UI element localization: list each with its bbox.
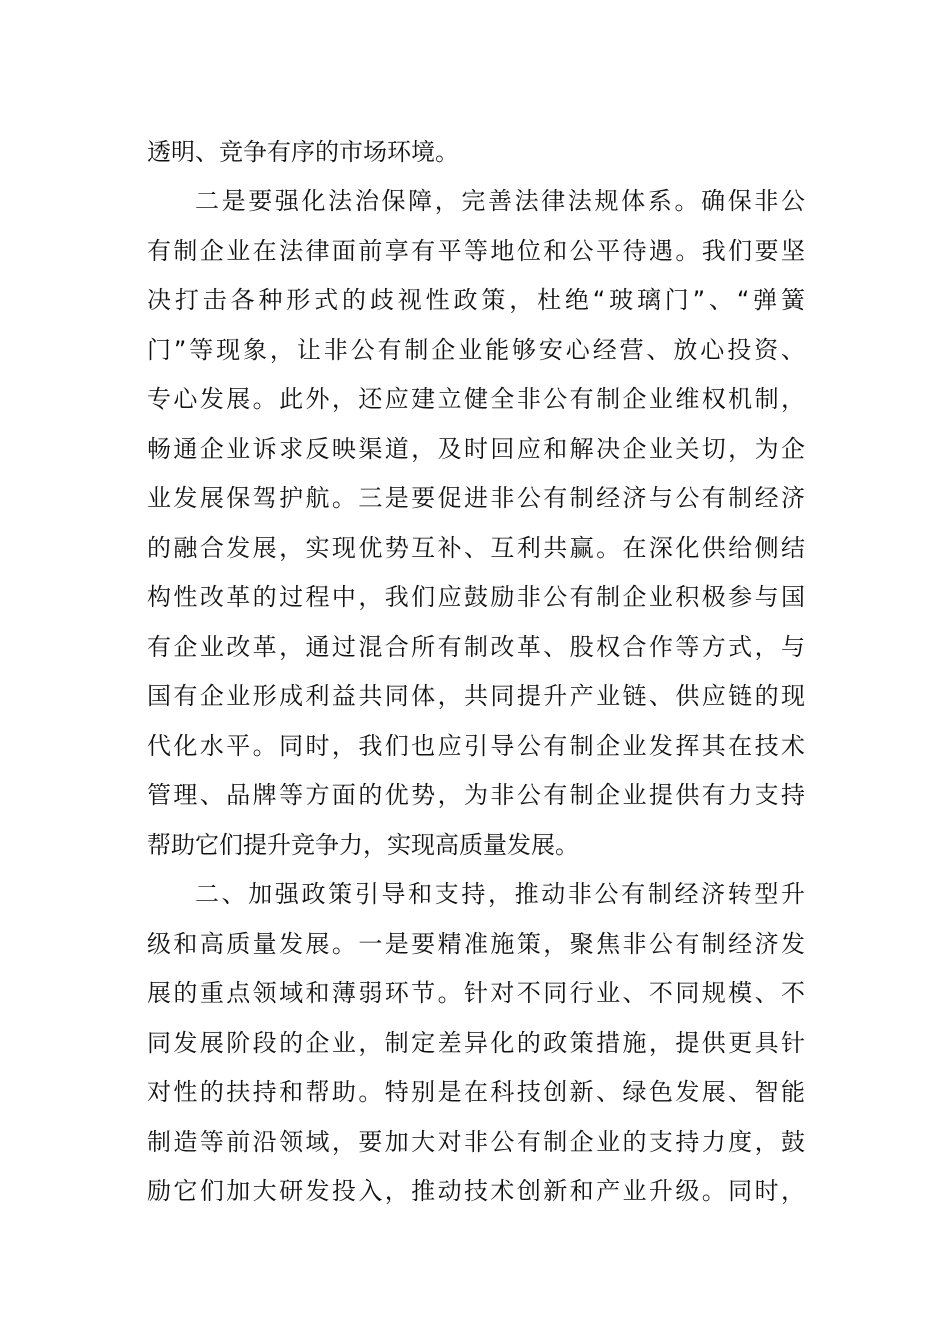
- text-line: 透明、竞争有序的市场环境。: [147, 138, 459, 166]
- text-line: 帮助它们提升竞争力，实现高质量发展。: [147, 831, 579, 859]
- text-line: 管理、品牌等方面的优势，为非公有制企业提供有力支持: [147, 781, 805, 809]
- text-line: 业发展保驾护航。三是要促进非公有制经济与公有制经济: [147, 484, 805, 512]
- text-line: 代化水平。同时，我们也应引导公有制企业发挥其在技术: [147, 732, 805, 760]
- text-line: 级和高质量发展。一是要精准施策，聚焦非公有制经济发: [147, 930, 805, 958]
- text-line: 构性改革的过程中，我们应鼓励非公有制企业积极参与国: [147, 583, 805, 611]
- text-line: 对性的扶持和帮助。特别是在科技创新、绿色发展、智能: [147, 1078, 805, 1106]
- text-line: 决打击各种形式的歧视性政策，杜绝“玻璃门”、“弹簧: [147, 286, 805, 314]
- paragraph-first-line: 二是要强化法治保障，完善法律法规体系。确保非公: [195, 187, 805, 215]
- text-line: 励它们加大研发投入，推动技术创新和产业升级。同时，: [147, 1177, 805, 1205]
- text-line: 展的重点领域和薄弱环节。针对不同行业、不同规模、不: [147, 979, 805, 1007]
- text-line: 畅通企业诉求反映渠道，及时回应和解决企业关切，为企: [147, 435, 805, 463]
- text-line: 制造等前沿领域，要加大对非公有制企业的支持力度，鼓: [147, 1128, 805, 1156]
- paragraph-first-line: 二、加强政策引导和支持，推动非公有制经济转型升: [195, 880, 805, 908]
- text-line: 专心发展。此外，还应建立健全非公有制企业维权机制，: [147, 385, 805, 413]
- text-line: 的融合发展，实现优势互补、互利共赢。在深化供给侧结: [147, 534, 805, 562]
- text-line: 国有企业形成利益共同体，共同提升产业链、供应链的现: [147, 682, 805, 710]
- text-line: 同发展阶段的企业，制定差异化的政策措施，提供更具针: [147, 1029, 805, 1057]
- text-line: 有企业改革，通过混合所有制改革、股权合作等方式，与: [147, 633, 805, 661]
- text-line: 门”等现象，让非公有制企业能够安心经营、放心投资、: [147, 336, 805, 364]
- text-line: 有制企业在法律面前享有平等地位和公平待遇。我们要坚: [147, 237, 805, 265]
